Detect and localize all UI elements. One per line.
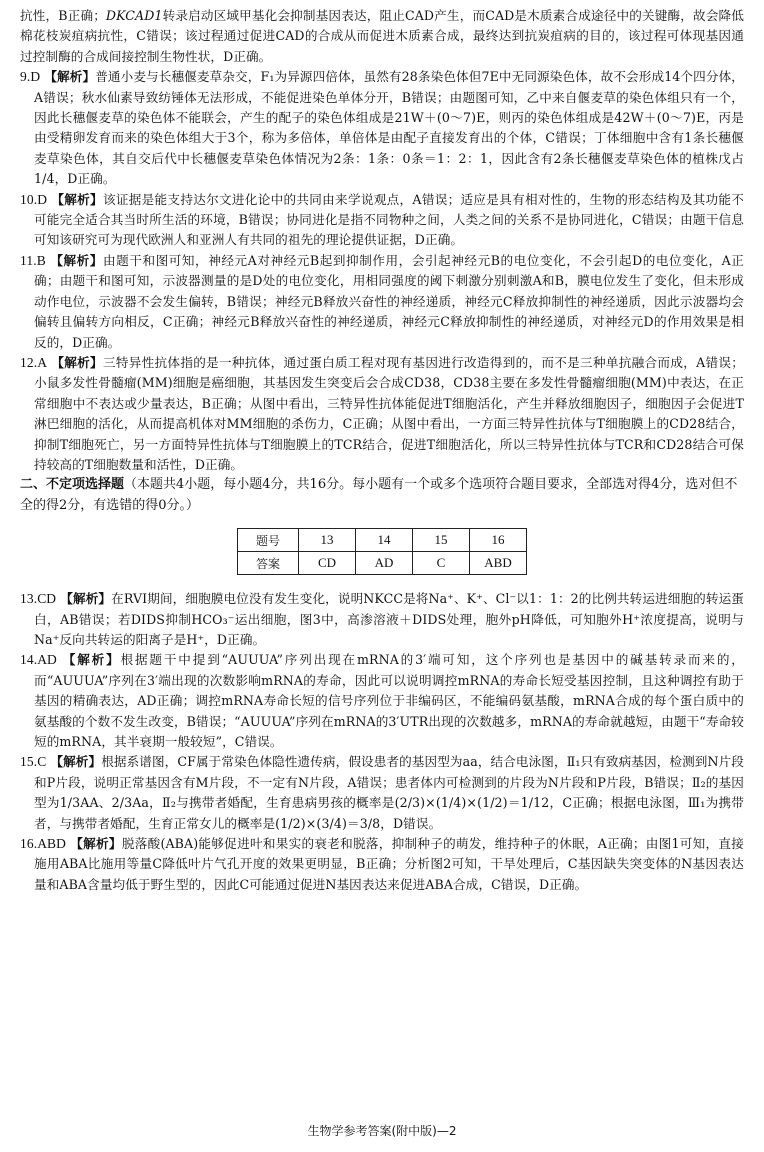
answer-table-row-answers xyxy=(238,552,527,575)
question-number: 13. xyxy=(20,591,38,607)
analysis-tag: 【解析】 xyxy=(70,836,122,852)
intro-text: 抗性，B正确； xyxy=(20,8,106,23)
table-header-cell: 题号 xyxy=(238,529,299,552)
answer-table xyxy=(237,528,527,575)
answer-item-13 xyxy=(20,589,744,650)
table-cell: 14 xyxy=(356,529,413,552)
question-number: 10. xyxy=(20,191,38,207)
question-number: 15. xyxy=(20,754,38,770)
table-cell: 13 xyxy=(299,529,356,552)
section-description: （本题共4小题，每小题4分，共16分。每小题有一个或多个选项符合题目要求，全部选对得4分，选对但不全的得2分，有选错的得0分。） xyxy=(20,477,738,513)
question-number: 12. xyxy=(20,354,38,370)
answer-letter: A xyxy=(37,354,48,370)
analysis-tag: 【解析】 xyxy=(51,191,103,207)
answer-item-9 xyxy=(20,67,744,189)
answer-item-16 xyxy=(20,834,744,895)
section-heading xyxy=(20,475,744,516)
answer-letter: ABD xyxy=(37,836,66,852)
intro-text-cont: 转录启动区域甲基化会抑制基因表达，阻止CAD产生，而CAD是木质素合成途径中的关键酶，故会降低棉花枝炭疽病抗性，C错误；该过程通过促进CAD的合成从而促进木质素合成，最终达到抗炭疽病的目的，该过程可体现基因通过控制酶的合成间接控制生物性状，D正确。 xyxy=(20,8,744,64)
analysis-tag: 【解析】 xyxy=(50,252,103,268)
intro-paragraph xyxy=(20,6,744,67)
gene-name: DKCAD1 xyxy=(105,8,163,23)
analysis-text: 根据题干中提到“AUUUA”序列出现在mRNA的3′端可知，这个序列也是基因中的碱基转录而来的，而“AUUUA”序列在3′端出现的次数影响mRNA的寿命，因此可以说明调控mRNA的寿命长短受基因控制，且这种调控有助于基因的精确表达，AD正确；调控mRNA寿命长短的信号序列位于非编码区，不能编码氨基酸，mRNA合成的每个蛋白质中的氨基酸的个数不发生改变，B错误；“AUUUA”序列在mRNA的3′UTR出现的次数越多，mRNA的寿命就越短，由题干“寿命较短的mRNA，其半衰期一般较短”，C错误。 xyxy=(34,652,744,749)
table-cell: ABD xyxy=(470,552,527,575)
question-number: 9. xyxy=(20,69,31,85)
question-number: 16. xyxy=(20,836,38,852)
answer-table-row-questions xyxy=(238,529,527,552)
analysis-text: 由题干和图可知，神经元A对神经元B起到抑制作用，会引起神经元B的电位变化，不会引起D的电位变化，A正确；由题干和图可知，示波器测量的是D处的电位变化，用相同强度的阈下刺激分别刺激A和B，膜电位发生了变化，但未形成动作电位，示波器不会发生偏转，B错误；神经元B释放兴奋性的神经递质，神经元C释放抑制性的神经递质，因此示波器均会偏转且偏转方向相反，C正确；神经元B释放兴奋性的神经递质，神经元C释放抑制性的神经递质，对神经元D的作用效果是相反的，D正确。 xyxy=(34,252,744,350)
analysis-text: 该证据是能支持达尔文进化论中的共同由来学说观点，A错误；适应是具有相对性的，生物的形态结构及其功能不可能完全适合其当时所生活的环境，B错误；协同进化是指不同物种之间，人类之间的关系不是协同进化，C错误；由题干信息可知该研究可为现代欧洲人和亚洲人有共同的祖先的理论提供证据，D正确。 xyxy=(34,191,744,248)
question-number: 14. xyxy=(20,652,38,668)
answer-item-10 xyxy=(20,190,744,251)
answer-item-14 xyxy=(20,650,744,752)
analysis-tag: 【解析】 xyxy=(50,754,102,770)
answer-letter: AD xyxy=(37,652,57,668)
answer-letter: D xyxy=(37,191,48,207)
analysis-text: 脱落酸(ABA)能够促进叶和果实的衰老和脱落，抑制种子的萌发，维持种子的休眠，A正确；由图1可知，直接施用ABA比施用等量C降低叶片气孔开度的效果更明显，B正确；分析图2可知，干旱处理后，C基因缺失突变体的N基因表达量和ABA含量均低于野生型的，因此C可能通过促进N基因表达来促进ABA合成，C错误，D正确。 xyxy=(34,836,744,892)
table-header-cell: 答案 xyxy=(238,552,299,575)
answer-letter: B xyxy=(36,252,46,268)
analysis-tag: 【解析】 xyxy=(60,591,112,607)
section-title: 二、不定项选择题 xyxy=(20,477,125,493)
answer-item-15 xyxy=(20,752,744,834)
analysis-text: 在RVI期间，细胞膜电位没有发生变化，说明NKCC是将Na⁺、K⁺、Cl⁻以1：1：2的比例共转运进细胞的转运蛋白，AB错误；若DIDS抑制HCO₃⁻运出细胞，图3中，高渗溶液＋DIDS处理，胞外pH降低，可知胞外H⁺浓度提高，说明与Na⁺反向共转运的阳离子是H⁺，D正确。 xyxy=(34,591,744,647)
analysis-tag: 【解析】 xyxy=(51,354,103,370)
answer-item-11 xyxy=(20,251,744,353)
analysis-text: 根据系谱图，CF属于常染色体隐性遗传病，假设患者的基因型为aa，结合电泳图，Ⅱ₁只有致病基因，检测到N片段和P片段，说明正常基因含有M片段，不一定有N片段，A错误；患者体内可检测到的片段为N片段和P片段，B错误；Ⅱ₂的基因型为1/3AA、2/3Aa，Ⅱ₂与携带者婚配，生育患病男孩的概率是(2/3)×(1/4)×(1/2)＝1/12，C正确；根据电泳图，Ⅲ₁为携带者，与携带者婚配，生育正常女儿的概率是(1/2)×(3/4)＝3/8，D错误。 xyxy=(34,754,744,831)
answer-item-12 xyxy=(20,353,744,475)
answer-letter: C xyxy=(37,754,47,770)
question-number: 11. xyxy=(20,252,37,268)
analysis-tag: 【解析】 xyxy=(44,69,96,85)
table-cell: AD xyxy=(356,552,413,575)
analysis-text: 三特异性抗体指的是一种抗体，通过蛋白质工程对现有基因进行改造得到的，而不是三种单抗融合而成，A错误；小鼠多发性骨髓瘤(MM)细胞是癌细胞，其基因发生突变后会合成CD38，CD38主要在多发性骨髓瘤细胞(MM)中表达，在正常细胞中不表达或少量表达，B正确；从图中看出，三特异性抗体能促进T细胞活化，产生并释放细胞因子，细胞因子会促进T淋巴细胞的活化，从而提高机体对MM细胞的杀伤力，C正确；从图中看出，一方面三特异性抗体与T细胞膜上的CD28结合，抑制T细胞死亡，另一方面特异性抗体与T细胞膜上的TCR结合，促进T细胞活化，所以三特异性抗体与TCR和CD28结合可保持较高的T细胞数量和活性，D正确。 xyxy=(34,354,744,472)
table-cell: C xyxy=(413,552,470,575)
table-cell: 15 xyxy=(413,529,470,552)
page-footer: 生物学参考答案(附中版)—2 xyxy=(307,1124,457,1138)
table-cell: 16 xyxy=(470,529,527,552)
analysis-text: 普通小麦与长穗偃麦草杂交，F₁为异源四倍体，虽然有28条染色体但7E中无同源染色体，故不会形成14个四分体，A错误；秋水仙素导致纺锤体无法形成，不能促进染色单体分开，B错误；由题图可知，乙中来自偃麦草的染色体组只有一个，因此长穗偃麦草的染色体不能联会，产生的配子的染色体组成是21W＋(0～7)E，则丙的染色体组成是42W＋(0～7)E，丙是由受精卵发育而来的染色体组大于3个，称为多倍体，单倍体是由配子直接发育出的个体，C错误；丁体细胞中含有1条长穗偃麦草染色体，其自交后代中长穗偃麦草染色体情况为2条：1条：0条＝1：2：1，因此含有2条长穗偃麦草染色体的植株戊占1/4，D正确。 xyxy=(34,69,744,187)
answer-letter: CD xyxy=(37,591,57,607)
table-cell: CD xyxy=(299,552,356,575)
answer-letter: D xyxy=(30,69,41,85)
analysis-tag: 【解析】 xyxy=(62,652,121,668)
